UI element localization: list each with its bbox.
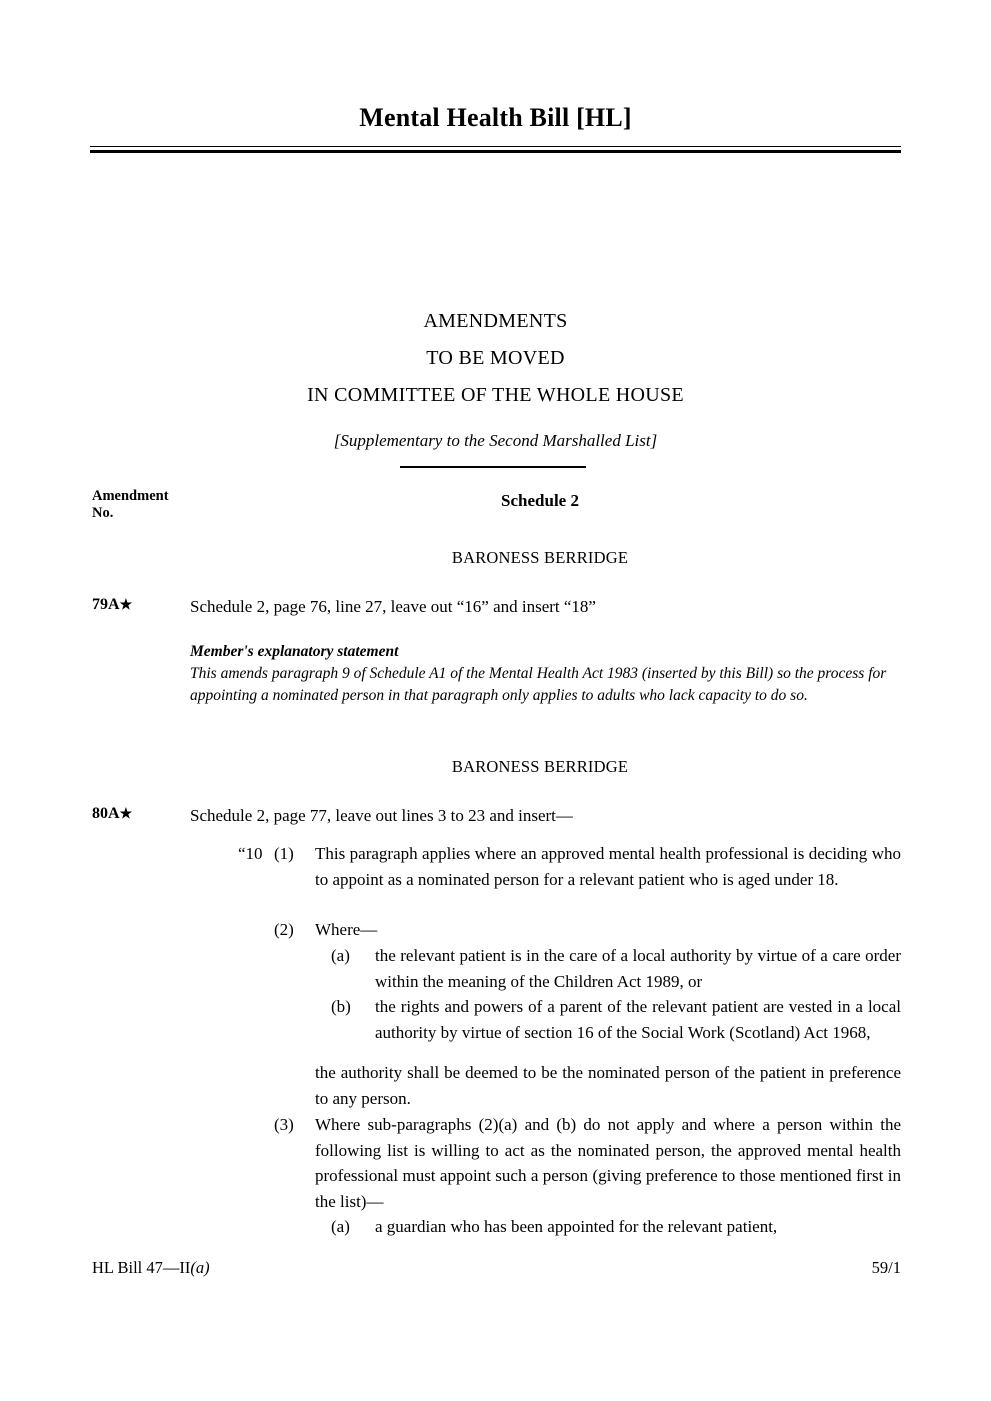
- sponsor-name-80a: BARONESS BERRIDGE: [451, 757, 629, 776]
- footer-bill-reference-prefix: HL Bill 47—II: [92, 1258, 191, 1277]
- inserted-sub2-text: Where—: [315, 920, 378, 939]
- explanatory-statement-heading: Member's explanatory statement: [190, 643, 399, 660]
- title-rule-thick: [90, 150, 901, 153]
- explanatory-statement-79a: [190, 641, 900, 707]
- amendment-number-79a: [92, 596, 132, 614]
- footer-bill-reference-suffix: (a): [190, 1258, 210, 1277]
- star-icon: ★: [119, 807, 133, 822]
- amendment-number-79a-text: 79A: [92, 596, 120, 613]
- footer-bill-reference: [92, 1258, 210, 1278]
- inserted-sub2-marker: (2): [274, 920, 294, 939]
- inserted-sub3-item-a-marker: (a): [331, 1217, 350, 1236]
- amendment-number-80a: [92, 805, 132, 823]
- inserted-sub2-item-a-text: the relevant patient is in the care of a local authority by virtue of a care order within the meaning of the Children Act 1989, or: [375, 946, 901, 991]
- heading-block: [90, 303, 901, 459]
- star-icon: ★: [119, 598, 133, 613]
- title-rule-thin: [90, 146, 901, 147]
- inserted-sub2-item-b-marker: (b): [331, 997, 351, 1016]
- schedule-heading: Schedule 2: [501, 491, 579, 510]
- explanatory-statement-text: This amends paragraph 9 of Schedule A1 of the Mental Health Act 1983 (inserted by this Bill) so the process for appointing a nominated person in that paragraph only applies to adults who lack capacity to do so.: [190, 665, 887, 704]
- amendment-text-80a: Schedule 2, page 77, leave out lines 3 to 23 and insert—: [190, 806, 573, 825]
- page-title: Mental Health Bill [HL]: [359, 103, 632, 132]
- inserted-sub3-item-a-text: a guardian who has been appointed for the relevant patient,: [375, 1217, 778, 1236]
- amendment-text-79a: Schedule 2, page 76, line 27, leave out “16” and insert “18”: [190, 597, 596, 616]
- inserted-sub3-marker: (3): [274, 1115, 294, 1134]
- heading-line-to-be-moved: TO BE MOVED: [426, 347, 565, 369]
- inserted-sub2-closing-text: the authority shall be deemed to be the nominated person of the patient in preference to any person.: [315, 1063, 901, 1108]
- inserted-sub2-item-b-text: the rights and powers of a parent of the relevant patient are vested in a local authority by virtue of section 16 of the Social Work (Scotland) Act 1968,: [375, 997, 901, 1042]
- heading-line-in-committee: IN COMMITTEE OF THE WHOLE HOUSE: [307, 384, 684, 406]
- inserted-sub1-text: This paragraph applies where an approved mental health professional is deciding who to appoint as a nominated person for a relevant patient who is aged under 18.: [315, 844, 901, 889]
- footer-page-number: 59/1: [871, 1258, 901, 1277]
- inserted-sub1-marker: (1): [274, 844, 294, 863]
- amendment-number-80a-text: 80A: [92, 805, 120, 822]
- amendment-no-label-line1: Amendment: [92, 488, 169, 504]
- sponsor-name-79a: BARONESS BERRIDGE: [451, 548, 629, 567]
- inserted-para-open-marker: “10: [238, 844, 263, 863]
- heading-line-amendments: AMENDMENTS: [423, 310, 568, 332]
- amendment-no-label: [92, 488, 169, 522]
- inserted-sub3-text: Where sub-paragraphs (2)(a) and (b) do not apply and where a person within the following list is willing to act as the nominated person, the approved mental health professional must appoint such a person (giving preference to those mentioned first in the list)—: [315, 1115, 901, 1211]
- heading-divider-rule: [400, 466, 586, 468]
- inserted-sub2-item-a-marker: (a): [331, 946, 350, 965]
- heading-subtitle: [Supplementary to the Second Marshalled List]: [333, 431, 658, 450]
- amendment-no-label-line2: No.: [92, 505, 114, 521]
